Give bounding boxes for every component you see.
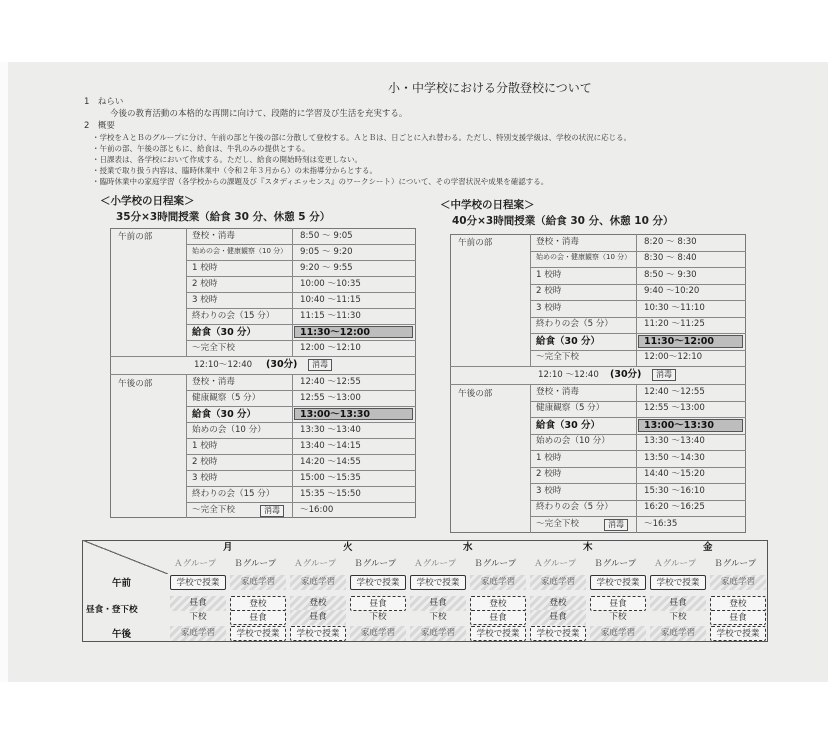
schedule-time: 12:40 〜12:55 <box>644 386 705 397</box>
schedule-item: 2 校時 <box>536 469 562 480</box>
row-line <box>186 486 416 487</box>
group-label: Ｂグループ <box>354 559 397 569</box>
schedule-time: 9:20 〜 9:55 <box>300 262 353 273</box>
disinfect-badge: 消毒 <box>604 519 628 531</box>
schedule-time: 13:50 〜14:30 <box>644 452 705 463</box>
group-label: Ａグループ <box>534 559 577 569</box>
group-label: Ｂグループ <box>714 559 757 569</box>
schedule-item: 登校・消毒 <box>192 376 235 387</box>
row-label: 昼食・登下校 <box>86 605 138 615</box>
schedule-item: 〜完全下校 <box>192 342 235 353</box>
row-line <box>530 333 746 334</box>
schedule-time: 8:50 〜 9:05 <box>300 230 353 241</box>
schedule-time: 8:20 〜 8:30 <box>644 236 697 247</box>
schedule-time: 〜16:35 <box>644 518 678 529</box>
schedule-time: 8:30 〜 8:40 <box>644 253 697 264</box>
week-cell: 家庭学習 <box>230 575 286 590</box>
row-label: 午後 <box>112 629 132 640</box>
week-cell: 昼食 <box>410 596 466 611</box>
schedule-item: 〜完全下校 <box>192 504 235 515</box>
week-cell: 学校で授業 <box>470 626 526 641</box>
schedule-item: 始めの会・健康観察（10 分） <box>192 246 288 255</box>
divider <box>450 366 746 367</box>
week-cell: 家庭学習 <box>350 626 406 641</box>
junior-heading: ＜中学校の日程案＞ <box>440 199 535 211</box>
schedule-time: 13:40 〜14:15 <box>300 440 361 451</box>
row-line <box>530 434 746 435</box>
row-line <box>186 340 416 341</box>
row-line <box>530 401 746 402</box>
header-diagonal <box>82 540 168 574</box>
overview-line: ・午前の部、午後の部ともに、給食は、牛乳のみの提供とする。 <box>92 144 310 153</box>
schedule-item: 登校・消毒 <box>536 236 579 247</box>
row-line <box>186 260 416 261</box>
schedule-time: 12:00〜12:10 <box>644 352 703 363</box>
block-label: 午後の部 <box>118 379 153 389</box>
schedule-item: 健康観察（5 分） <box>536 403 605 414</box>
schedule-item: 終わりの会（5 分） <box>536 502 613 513</box>
week-cell: 学校で授業 <box>710 626 766 641</box>
week-cell: 下校 <box>369 612 387 622</box>
schedule-item: 3 校時 <box>536 302 562 313</box>
row-line <box>186 276 416 277</box>
row-line <box>186 308 416 309</box>
week-cell: 家庭学習 <box>410 626 466 641</box>
week-cell: 家庭学習 <box>470 575 526 590</box>
schedule-item: 1 校時 <box>536 452 562 463</box>
overview-line: ・日課表は、各学校において作成する。ただし、給食の開始時刻は変更しない。 <box>92 155 362 164</box>
row-line <box>530 300 746 301</box>
group-label: Ｂグループ <box>234 559 277 569</box>
day-label: 水 <box>463 542 473 553</box>
schedule-time: 13:00〜13:30 <box>644 419 714 431</box>
schedule-item: 3 校時 <box>192 294 218 305</box>
elementary-subheading: 35分×3時間授業（給食 30 分、休憩 5 分） <box>116 211 331 223</box>
schedule-time: 15:35 〜15:50 <box>300 488 361 499</box>
divider <box>450 384 746 385</box>
disinfect-badge: 消毒 <box>652 369 676 381</box>
row-line <box>530 267 746 268</box>
schedule-time: 15:00 〜15:35 <box>300 472 361 483</box>
schedule-time: 15:30 〜16:10 <box>644 485 705 496</box>
row-line <box>186 438 416 439</box>
schedule-item: 1 校時 <box>192 262 218 273</box>
table-border <box>110 228 416 518</box>
break-time: 12:10〜12:40 <box>194 360 253 370</box>
schedule-item: 1 校時 <box>192 440 218 451</box>
schedule-item: 〜完全下校 <box>536 518 579 529</box>
schedule-item: 終わりの会（15 分） <box>192 310 275 321</box>
schedule-time: 11:15 〜11:30 <box>300 310 361 321</box>
row-line <box>186 454 416 455</box>
schedule-time: 11:30〜12:00 <box>300 326 370 338</box>
day-label: 火 <box>343 542 353 553</box>
week-cell: 昼食 <box>350 596 406 611</box>
schedule-item: 健康観察（5 分） <box>192 392 261 403</box>
schedule-item: 登校・消毒 <box>192 230 235 241</box>
week-cell: 学校で授業 <box>230 626 286 641</box>
week-cell: 昼食 <box>590 596 646 611</box>
schedule-time: 12:00 〜12:10 <box>300 342 361 353</box>
week-cell: 下校 <box>189 612 207 622</box>
block-label: 午後の部 <box>458 389 493 399</box>
week-cell: 学校で授業 <box>350 575 406 590</box>
row-line <box>530 284 746 285</box>
row-line <box>186 470 416 471</box>
schedule-item: 給食（30 分） <box>536 335 601 347</box>
week-cell: 昼食 <box>650 596 706 611</box>
overview-line: ・臨時休業中の家庭学習（各学校からの課題及び『スタディエッセンス』のワークシート）について、その学習状況や成果を確認する。 <box>92 177 549 186</box>
schedule-time: 12:55 〜13:00 <box>300 392 361 403</box>
overview-line: ・学校をＡとＢのグループに分け、午前の部と午後の部に分散して登校する。ＡとＢは、日ごとに入れ替わる。ただし、特別支援学級は、学校の状況に応じる。 <box>92 133 632 142</box>
week-cell: 昼食 <box>290 610 346 625</box>
schedule-time: 14:20 〜14:55 <box>300 456 361 467</box>
schedule-time: 16:20 〜16:25 <box>644 502 705 513</box>
row-line <box>186 390 416 391</box>
disinfect-badge: 消毒 <box>308 359 332 371</box>
schedule-item: 1 校時 <box>536 269 562 280</box>
schedule-time: 10:30 〜11:10 <box>644 302 705 313</box>
schedule-item: 始めの会（10 分） <box>536 436 610 447</box>
schedule-item: 終わりの会（15 分） <box>192 488 275 499</box>
day-label: 金 <box>703 542 713 553</box>
week-cell: 学校で授業 <box>410 575 466 590</box>
break-time: 12:10 〜12:40 <box>538 370 599 380</box>
divider <box>292 374 293 518</box>
week-cell: 学校で授業 <box>170 575 226 590</box>
row-line <box>530 500 746 501</box>
schedule-time: 11:20 〜11:25 <box>644 319 705 330</box>
week-cell: 下校 <box>669 612 687 622</box>
break-duration: (30分) <box>266 359 298 370</box>
divider <box>110 374 416 375</box>
schedule-time: 10:00 〜10:35 <box>300 278 361 289</box>
schedule-time: 9:40 〜10:20 <box>644 286 700 297</box>
row-line <box>186 244 416 245</box>
schedule-time: 13:30 〜13:40 <box>300 424 361 435</box>
week-cell: 昼食 <box>470 610 526 625</box>
schedule-time: 14:40 〜15:20 <box>644 469 705 480</box>
row-line <box>530 350 746 351</box>
schedule-time: 10:40 〜11:15 <box>300 294 361 305</box>
week-cell: 学校で授業 <box>530 626 586 641</box>
schedule-item: 3 校時 <box>192 472 218 483</box>
row-line <box>530 516 746 517</box>
week-cell: 家庭学習 <box>530 575 586 590</box>
paper-edge <box>0 62 8 682</box>
row-line <box>186 422 416 423</box>
week-cell: 昼食 <box>530 610 586 625</box>
schedule-time: 12:40 〜12:55 <box>300 376 361 387</box>
row-line <box>186 502 416 503</box>
page-title: 小・中学校における分散登校について <box>388 81 592 95</box>
schedule-time: 12:55 〜13:00 <box>644 403 705 414</box>
block-label: 午前の部 <box>458 238 493 248</box>
break-duration: (30分) <box>610 369 642 380</box>
row-line <box>530 417 746 418</box>
schedule-time: 11:30〜12:00 <box>644 335 714 347</box>
week-cell: 昼食 <box>710 610 766 625</box>
overview-line: ・授業で取り扱う内容は、臨時休業中（令和２年３月から）の未指導分からとする。 <box>92 166 377 175</box>
schedule-item: 始めの会（10 分） <box>192 424 266 435</box>
schedule-item: 登校・消毒 <box>536 386 579 397</box>
row-label: 午前 <box>112 578 132 589</box>
group-label: Ａグループ <box>174 559 217 569</box>
row-line <box>530 251 746 252</box>
row-line <box>530 483 746 484</box>
overview-heading: 2 概要 <box>84 121 115 131</box>
week-cell: 学校で授業 <box>650 575 706 590</box>
junior-subheading: 40分×3時間授業（給食 30 分、休憩 10 分） <box>452 215 674 227</box>
aim-heading: 1 ねらい <box>84 97 124 107</box>
row-line <box>530 317 746 318</box>
week-cell: 登校 <box>710 596 766 611</box>
group-label: Ｂグループ <box>474 559 517 569</box>
week-cell: 下校 <box>429 612 447 622</box>
schedule-time: 13:30 〜13:40 <box>644 436 705 447</box>
schedule-time: 8:50 〜 9:30 <box>644 269 697 280</box>
week-cell: 登校 <box>530 596 586 611</box>
week-cell: 登校 <box>230 596 286 611</box>
group-label: Ｂグループ <box>594 559 637 569</box>
schedule-time: 9:05 〜 9:20 <box>300 246 353 257</box>
day-label: 木 <box>583 542 593 553</box>
schedule-item: 給食（30 分） <box>192 326 257 338</box>
divider <box>530 384 531 533</box>
schedule-item: 給食（30 分） <box>192 408 257 420</box>
group-label: Ａグループ <box>294 559 337 569</box>
schedule-time: 〜16:00 <box>300 504 334 515</box>
schedule-item: 2 校時 <box>192 278 218 289</box>
row-line <box>186 406 416 407</box>
schedule-item: 終わりの会（5 分） <box>536 319 613 330</box>
week-cell: 家庭学習 <box>590 626 646 641</box>
day-label: 月 <box>223 542 233 553</box>
week-cell: 家庭学習 <box>290 575 346 590</box>
schedule-item: 給食（30 分） <box>536 419 601 431</box>
block-label: 午前の部 <box>118 232 153 242</box>
schedule-item: 2 校時 <box>536 286 562 297</box>
week-cell: 登校 <box>470 596 526 611</box>
week-cell: 昼食 <box>170 596 226 611</box>
schedule-item: 3 校時 <box>536 485 562 496</box>
group-label: Ａグループ <box>414 559 457 569</box>
schedule-item: 始めの会・健康観察（10 分） <box>536 253 632 262</box>
divider <box>110 356 416 357</box>
disinfect-badge: 消毒 <box>260 505 284 517</box>
row-line <box>530 450 746 451</box>
divider <box>186 374 187 518</box>
week-cell: 昼食 <box>230 610 286 625</box>
elementary-heading: ＜小学校の日程案＞ <box>100 195 195 207</box>
divider <box>636 384 637 533</box>
aim-text: 今後の教育活動の本格的な再開に向けて、段階的に学習及び生活を充実する。 <box>110 109 408 119</box>
row-line <box>530 467 746 468</box>
week-cell: 家庭学習 <box>710 575 766 590</box>
group-label: Ａグループ <box>654 559 697 569</box>
schedule-item: 〜完全下校 <box>536 352 579 363</box>
week-cell: 学校で授業 <box>290 626 346 641</box>
week-cell: 下校 <box>609 612 627 622</box>
schedule-time: 13:00〜13:30 <box>300 408 370 420</box>
week-cell: 家庭学習 <box>650 626 706 641</box>
row-line <box>186 292 416 293</box>
week-cell: 家庭学習 <box>170 626 226 641</box>
week-cell: 学校で授業 <box>590 575 646 590</box>
week-cell: 登校 <box>290 596 346 611</box>
schedule-item: 2 校時 <box>192 456 218 467</box>
row-line <box>186 324 416 325</box>
